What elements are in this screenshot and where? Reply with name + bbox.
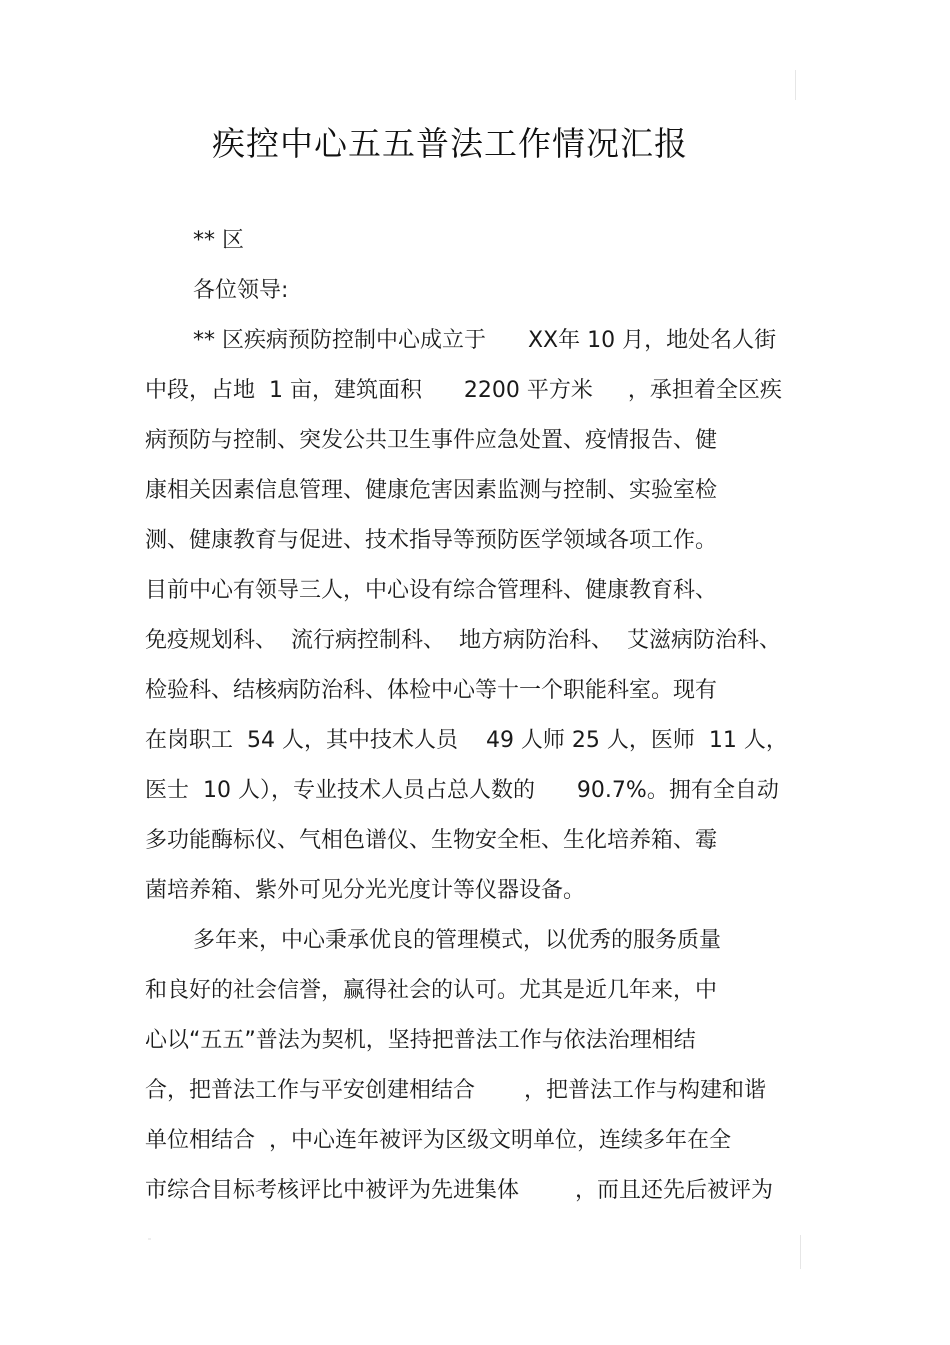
page-corner-mark	[800, 1235, 801, 1269]
text-line: 中段，占地 1 亩，建筑面积 2200 平方米 ，承担着全区疾	[145, 378, 782, 403]
text-line: 医士 10 人），专业技术人员占总人数的 90.7%。拥有全自动	[145, 778, 779, 803]
text-line: 心以“五五”普法为契机，坚持把普法工作与依法治理相结	[145, 1028, 696, 1053]
text-line: 免疫规划科、 流行病控制科、 地方病防治科、 艾滋病防治科、	[145, 628, 781, 653]
page-corner-mark	[148, 1238, 151, 1240]
page-corner-mark	[795, 70, 796, 100]
text-line: 各位领导:	[193, 278, 289, 303]
text-line: ** 区疾病预防控制中心成立于 XX年 10 月，地处名人街	[193, 328, 777, 353]
text-line: 多年来，中心秉承优良的管理模式，以优秀的服务质量	[193, 928, 722, 953]
text-line: 多功能酶标仪、气相色谱仪、生物安全柜、生化培养箱、霉	[145, 828, 718, 853]
text-line: 和良好的社会信誉，赢得社会的认可。尤其是近几年来，中	[145, 978, 718, 1003]
text-line: ** 区	[193, 228, 244, 253]
text-line: 菌培养箱、紫外可见分光光度计等仪器设备。	[145, 878, 586, 903]
text-line: 市综合目标考核评比中被评为先进集体 ，而且还先后被评为	[145, 1178, 773, 1203]
text-line: 在岗职工 54 人，其中技术人员 49 人师 25 人，医师 11 人，	[145, 728, 788, 753]
text-line: 单位相结合 ，中心连年被评为区级文明单位，连续多年在全	[145, 1128, 731, 1153]
document-title: 疾控中心五五普法工作情况汇报	[212, 124, 688, 163]
text-line: 测、健康教育与促进、技术指导等预防医学领域各项工作。	[145, 528, 718, 553]
text-line: 检验科、结核病防治科、体检中心等十一个职能科室。现有	[145, 678, 718, 703]
text-line: 合，把普法工作与平安创建相结合 ，把普法工作与构建和谐	[145, 1078, 766, 1103]
text-line: 目前中心有领导三人，中心设有综合管理科、健康教育科、	[145, 578, 718, 603]
text-line: 康相关因素信息管理、健康危害因素监测与控制、实验室检	[145, 478, 718, 503]
text-line: 病预防与控制、突发公共卫生事件应急处置、疫情报告、健	[145, 428, 718, 453]
